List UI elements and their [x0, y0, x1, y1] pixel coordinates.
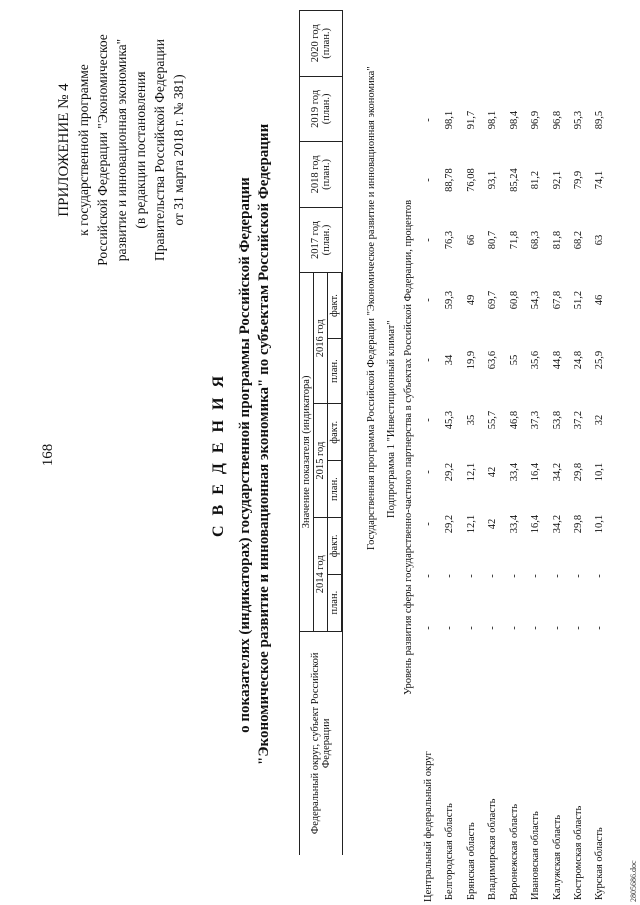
row-region-name: Калужская область	[552, 814, 563, 900]
program-line: Государственная программа Российской Федерации "Экономическое развитие и инновационная экономика"	[366, 66, 377, 550]
table-cell: 49	[466, 294, 477, 306]
table-cell: 16,4	[530, 462, 541, 482]
table-cell: 10,1	[594, 462, 605, 482]
header-fact: факт.	[328, 404, 343, 461]
row-region-name: Белгородская область	[444, 803, 455, 900]
appendix-heading: ПРИЛОЖЕНИЕ № 4	[56, 83, 72, 217]
table-cell: 68,2	[573, 230, 584, 250]
header-year-plan: 2017 год (план.)	[300, 207, 343, 273]
table-cell: 74,1	[594, 170, 605, 190]
table-cell: -	[552, 574, 563, 578]
table-cell: 93,1	[487, 170, 498, 190]
table-cell: 98,4	[509, 110, 520, 130]
table-cell: 42	[487, 466, 498, 478]
table-cell: 98,1	[444, 110, 455, 130]
row-region-name: Владимирская область	[487, 798, 498, 900]
table-cell: 98,1	[487, 110, 498, 130]
table-cell: 33,4	[509, 462, 520, 482]
table-cell: 34,2	[552, 462, 563, 482]
row-region-name: Ивановская область	[530, 811, 541, 900]
table-cell: 44,8	[552, 350, 563, 370]
table-cell: 10,1	[594, 514, 605, 534]
table-cell: -	[594, 574, 605, 578]
table-cell: 81,8	[552, 230, 563, 250]
table-cell: -	[444, 574, 455, 578]
table-cell: 29,8	[573, 514, 584, 534]
row-region-name: Воронежская область	[509, 803, 520, 900]
row-region-name: Курская область	[594, 827, 605, 900]
table-cell: 42	[487, 518, 498, 530]
table-cell: 51,2	[573, 290, 584, 310]
table-cell: -	[530, 626, 541, 630]
table-cell: 63,6	[487, 350, 498, 370]
table-cell: -	[423, 418, 434, 422]
appendix-line: к государственной программе	[76, 64, 91, 236]
table-cell: 92,1	[552, 170, 563, 190]
header-group: Значение показателя (индикатора)	[300, 273, 314, 631]
table-cell: -	[487, 574, 498, 578]
header-fact: факт.	[328, 273, 343, 339]
row-region-name: Центральный федеральный округ	[423, 751, 434, 902]
table-cell: -	[552, 626, 563, 630]
table-cell: 85,24	[509, 168, 520, 192]
indicator-table-header	[299, 10, 343, 855]
table-cell: -	[423, 298, 434, 302]
header-fact: факт.	[328, 517, 343, 574]
table-cell: -	[573, 626, 584, 630]
table-cell: 68,3	[530, 230, 541, 250]
table-cell: 29,2	[444, 514, 455, 534]
table-cell: -	[509, 574, 520, 578]
table-cell: 53,8	[552, 410, 563, 430]
table-cell: 79,9	[573, 170, 584, 190]
table-cell: -	[423, 574, 434, 578]
title-line-2: "Экономическое развитие и инновационная экономика" по субъектам Российской Федерации	[256, 123, 272, 765]
table-cell: 12,1	[466, 462, 477, 482]
header-year-plan: 2018 год (план.)	[300, 142, 343, 208]
table-cell: 34,2	[552, 514, 563, 534]
table-cell: 33,4	[509, 514, 520, 534]
table-cell: 29,2	[444, 462, 455, 482]
table-cell: 69,7	[487, 290, 498, 310]
table-cell: 63	[594, 234, 605, 246]
footer-code: 2805686.doc	[629, 860, 638, 902]
table-cell: -	[444, 626, 455, 630]
table-cell: 95,3	[573, 110, 584, 130]
table-cell: 80,7	[487, 230, 498, 250]
appendix-block	[55, 0, 188, 300]
appendix-line: развитие и инновационная экономика"	[114, 38, 129, 262]
table-cell: 45,3	[444, 410, 455, 430]
header-year: 2015 год	[314, 404, 328, 518]
appendix-line: Российской Федерации "Экономическое	[95, 34, 110, 266]
table-cell: 55	[509, 354, 520, 366]
table-cell: -	[466, 626, 477, 630]
table-cell: 66	[466, 234, 477, 246]
header-year-plan: 2019 год (план.)	[300, 76, 343, 142]
table-cell: 55,7	[487, 410, 498, 430]
header-year-plan: 2020 год (план.)	[300, 11, 343, 77]
header-year: 2016 год	[314, 273, 328, 404]
page-number: 168	[40, 443, 56, 467]
row-region-name: Брянская область	[466, 822, 477, 900]
table-cell: 67,8	[552, 290, 563, 310]
header-year: 2014 год	[314, 517, 328, 631]
table-cell: -	[487, 626, 498, 630]
appendix-line: (в редакции постановления	[133, 71, 148, 229]
header-plan: план.	[328, 461, 343, 518]
table-cell: 96,9	[530, 110, 541, 130]
table-cell: 29,8	[573, 462, 584, 482]
appendix-line: от 31 марта 2018 г. № 381)	[171, 74, 186, 226]
table-cell: 25,9	[594, 350, 605, 370]
appendix-line: Правительства Российской Федерации	[152, 39, 167, 261]
indicator-line: Уровень развития сферы государственно-частного партнерства в субъектах Российской Федерации, процентов	[403, 199, 414, 695]
table-cell: -	[423, 522, 434, 526]
table-cell: -	[530, 574, 541, 578]
table-cell: 81,2	[530, 170, 541, 190]
table-cell: -	[423, 238, 434, 242]
table-cell: 88,78	[444, 168, 455, 192]
document-title	[210, 123, 274, 765]
table-cell: -	[423, 118, 434, 122]
table-cell: -	[423, 470, 434, 474]
table-cell: 71,8	[509, 230, 520, 250]
table-cell: 32	[594, 414, 605, 426]
header-plan: план.	[328, 574, 343, 631]
table-cell: 54,3	[530, 290, 541, 310]
table-cell: -	[466, 574, 477, 578]
table-cell: 76,08	[466, 168, 477, 192]
title-main: С В Е Д Е Н И Я	[210, 372, 227, 538]
table-cell: -	[573, 574, 584, 578]
table-cell: 12,1	[466, 514, 477, 534]
table-cell: -	[423, 626, 434, 630]
table-cell: -	[594, 626, 605, 630]
table-cell: 24,8	[573, 350, 584, 370]
table-cell: 59,3	[444, 290, 455, 310]
header-plan: план.	[328, 338, 343, 404]
table-cell: 60,8	[509, 290, 520, 310]
table-cell: -	[509, 626, 520, 630]
table-cell: 35,6	[530, 350, 541, 370]
table-cell: 91,7	[466, 110, 477, 130]
row-region-name: Костромская область	[573, 805, 584, 900]
table-cell: 35	[466, 414, 477, 426]
table-cell: 96,8	[552, 110, 563, 130]
table-cell: 46,8	[509, 410, 520, 430]
table-cell: 37,3	[530, 410, 541, 430]
table-cell: 16,4	[530, 514, 541, 534]
table-cell: 37,2	[573, 410, 584, 430]
header-region: Федеральный округ, субъект Российской Федерации	[300, 631, 343, 855]
table-cell: -	[423, 178, 434, 182]
table-cell: 89,5	[594, 110, 605, 130]
table-cell: 46	[594, 294, 605, 306]
title-line-1: о показателях (индикаторах) государственной программы Российской Федерации	[237, 177, 253, 733]
table-cell: 34	[444, 354, 455, 366]
table-cell: 19,9	[466, 350, 477, 370]
table-cell: -	[423, 358, 434, 362]
table-cell: 76,3	[444, 230, 455, 250]
subprogram-line: Подпрограмма 1 "Инвестиционный климат"	[386, 320, 397, 518]
